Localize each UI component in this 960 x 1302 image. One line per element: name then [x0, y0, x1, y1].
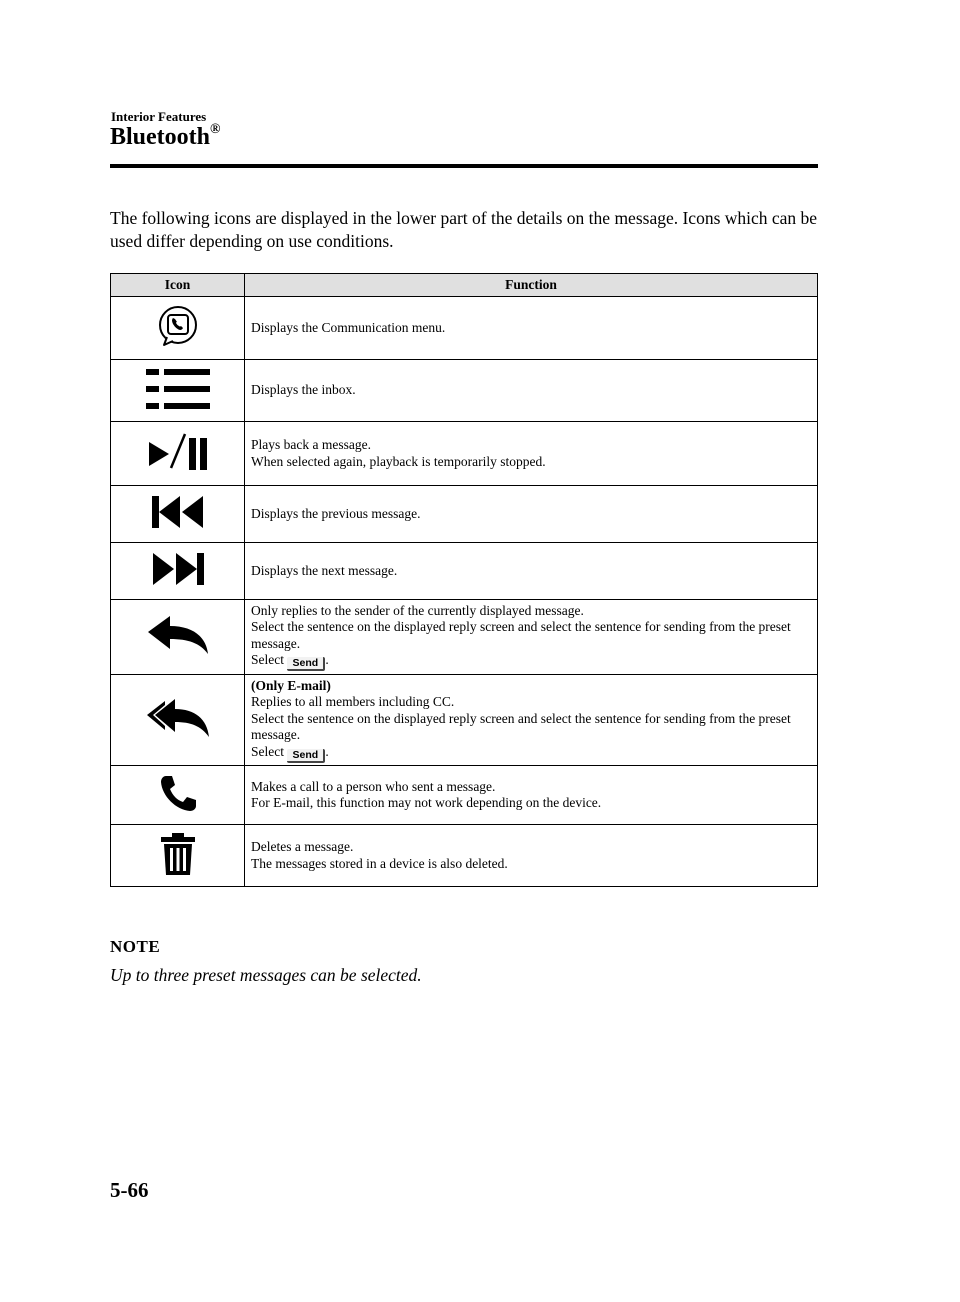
table-row: [111, 360, 818, 422]
skip-next-icon: [151, 552, 205, 590]
function-text: Select the sentence on the displayed reply screen and select the sentence for sending from the preset message.: [251, 710, 791, 742]
header-rule: [110, 164, 818, 168]
table-row: [111, 675, 818, 766]
play-pause-icon: [147, 432, 209, 476]
select-line: Select Send .: [251, 743, 329, 761]
function-text: Displays the previous message.: [251, 505, 421, 521]
registered-mark: ®: [210, 122, 221, 137]
table-row: [111, 543, 818, 600]
table-header-row: [111, 274, 818, 297]
function-text: Deletes a message.: [251, 839, 354, 854]
function-text: Select the sentence on the displayed reply screen and select the sentence for sending from the preset message.: [251, 619, 791, 651]
skip-previous-icon: [151, 495, 205, 533]
table-row: [111, 600, 818, 675]
function-text: Replies to all members including CC.: [251, 694, 455, 709]
function-text: Displays the next message.: [251, 562, 398, 578]
function-text: When selected again, playback is temporarily stopped.: [251, 453, 546, 469]
select-line: Select Send .: [251, 652, 329, 670]
phone-call-icon: [158, 773, 198, 817]
note-text: Up to three preset messages can be selected.: [110, 965, 422, 985]
table-row: [111, 825, 818, 887]
table-row: [111, 486, 818, 543]
note-heading: NOTE: [110, 937, 161, 956]
function-text: For E-mail, this function may not work depending on the device.: [251, 795, 602, 810]
intro-paragraph: The following icons are displayed in the lower part of the details on the message. Icons which can be used differ depending on use conditions.: [110, 208, 818, 251]
function-text: Only replies to the sender of the currently displayed message.: [251, 602, 584, 618]
send-button-image: Send: [287, 657, 325, 671]
header-icon: Icon: [111, 274, 245, 297]
function-text: Makes a call to a person who sent a message.: [251, 778, 496, 794]
page-number: 5-66: [110, 1178, 149, 1202]
function-text: The messages stored in a device is also deleted.: [251, 855, 508, 871]
page-title-text: Bluetooth: [110, 124, 211, 150]
trash-icon: [160, 832, 196, 880]
reply-icon: [146, 614, 210, 660]
icon-function-table: [110, 273, 818, 887]
inbox-list-icon: [144, 367, 212, 415]
send-button-image: Send: [287, 749, 325, 763]
table-row: [111, 422, 818, 486]
section-label: Interior Features: [111, 109, 207, 124]
header-function: Function: [245, 274, 818, 297]
table-row: [111, 297, 818, 360]
page-title: [110, 124, 220, 151]
function-text: Displays the inbox.: [251, 382, 356, 398]
communication-menu-icon: [155, 303, 201, 353]
function-text: Displays the Communication menu.: [251, 319, 446, 335]
reply-all-icon: [145, 697, 211, 743]
function-heading: (Only E-mail): [251, 677, 331, 693]
table-row: [111, 766, 818, 825]
function-text: Plays back a message.: [251, 437, 371, 452]
